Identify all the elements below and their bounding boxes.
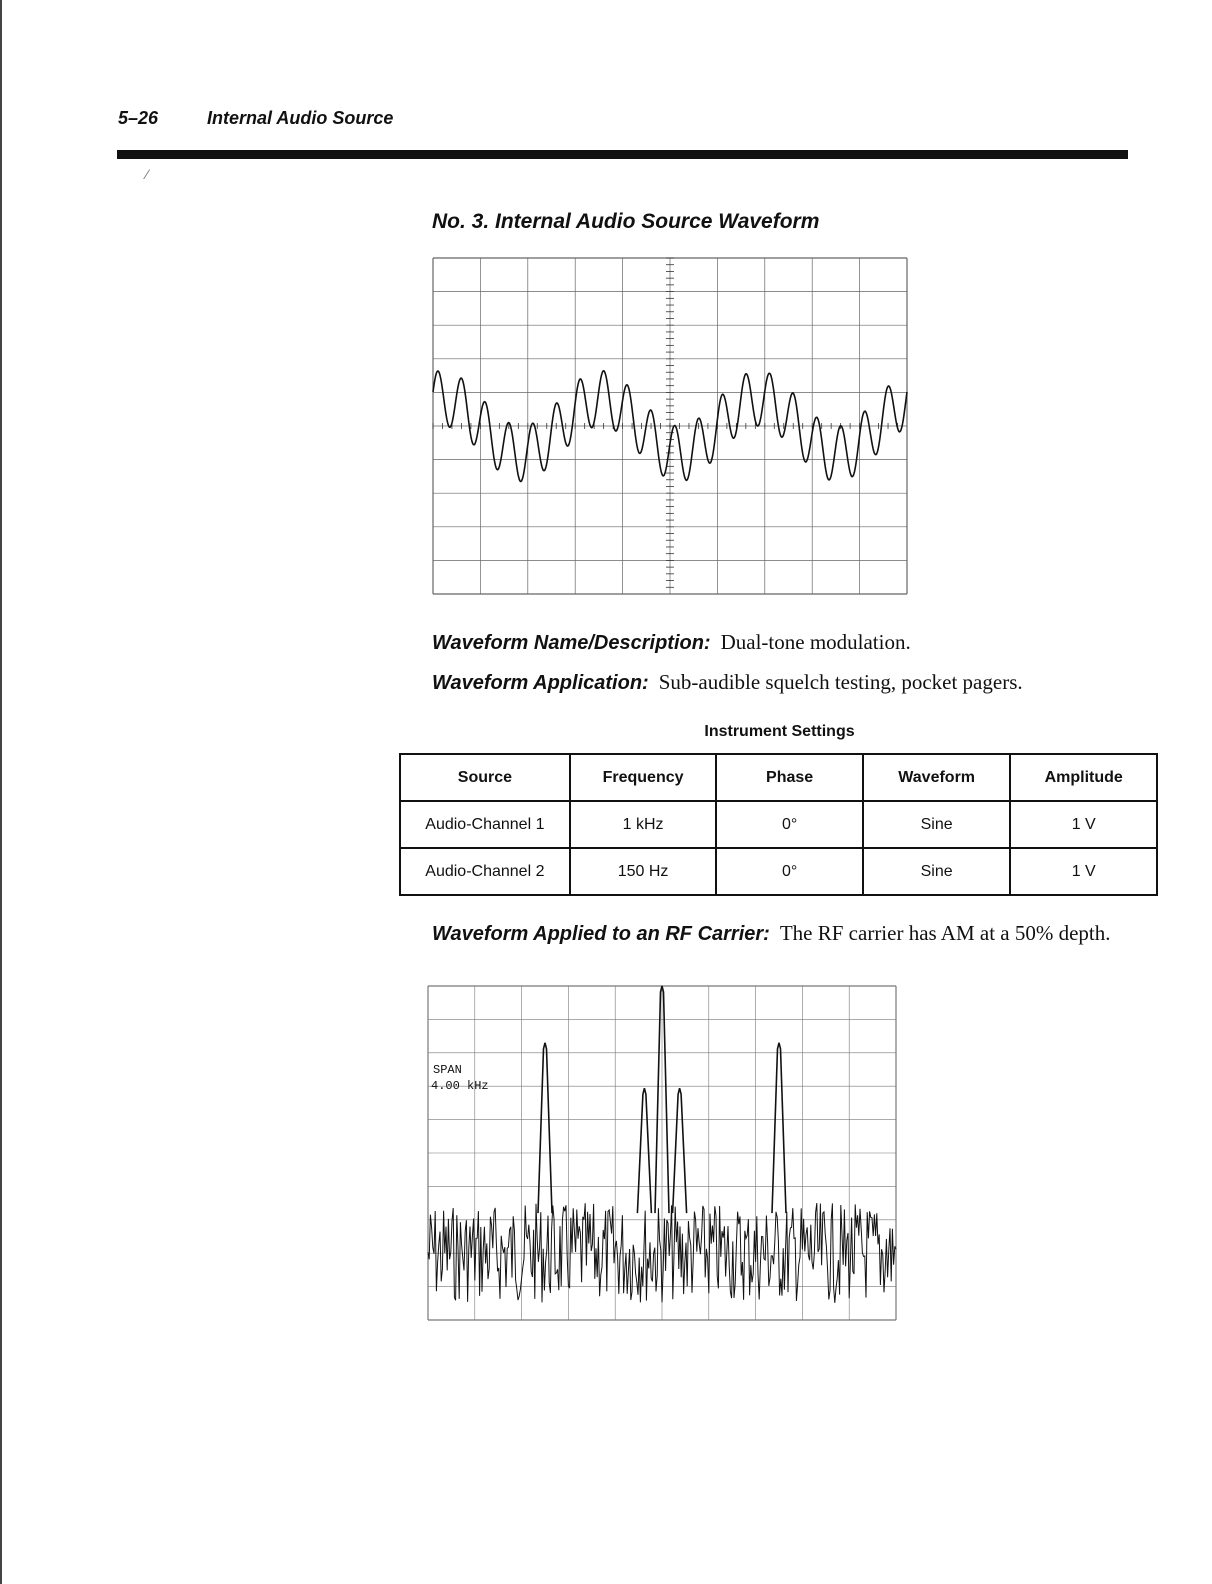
waveform-name-value: Dual-tone modulation. bbox=[720, 630, 911, 654]
table-cell: 1 V bbox=[1010, 801, 1157, 848]
page-number: 5–26 bbox=[118, 108, 159, 128]
carrier-description bbox=[432, 920, 1137, 948]
span-value: 4.00 kHz bbox=[431, 1079, 489, 1093]
spectral-peak bbox=[637, 1088, 651, 1213]
waveform-application-line bbox=[432, 670, 1023, 695]
table-cell: 1 V bbox=[1010, 848, 1157, 895]
column-header: Frequency bbox=[570, 754, 717, 801]
column-header: Source bbox=[400, 754, 570, 801]
spectrum-display bbox=[427, 985, 899, 1325]
figure-title: No. 3. Internal Audio Source Waveform bbox=[432, 210, 820, 233]
section-title: Internal Audio Source bbox=[207, 108, 394, 128]
instrument-settings-table bbox=[399, 753, 1158, 896]
table-cell: 1 kHz bbox=[570, 801, 717, 848]
table-row bbox=[400, 801, 1157, 848]
table-cell: 150 Hz bbox=[570, 848, 717, 895]
column-header: Amplitude bbox=[1010, 754, 1157, 801]
table-cell: 0° bbox=[716, 848, 863, 895]
oscilloscope-center-ticks bbox=[433, 258, 898, 587]
table-cell: Audio-Channel 2 bbox=[400, 848, 570, 895]
carrier-label: Waveform Applied to an RF Carrier: bbox=[432, 923, 770, 945]
waveform-name-label: Waveform Name/Description: bbox=[432, 632, 711, 654]
waveform-application-value: Sub-audible squelch testing, pocket pagers. bbox=[658, 670, 1023, 694]
span-label: SPAN bbox=[433, 1063, 462, 1077]
waveform-name-line bbox=[432, 630, 911, 655]
waveform-application-label: Waveform Application: bbox=[432, 672, 649, 694]
spectral-peak bbox=[538, 1043, 552, 1213]
table-cell: Audio-Channel 1 bbox=[400, 801, 570, 848]
margin-mark: ⁄ bbox=[146, 166, 149, 182]
carrier-value: The RF carrier has AM at a 50% depth. bbox=[779, 921, 1111, 945]
oscilloscope-display bbox=[432, 257, 908, 597]
page-left-edge bbox=[0, 0, 2, 1584]
table-header-row bbox=[400, 754, 1157, 801]
table-cell: Sine bbox=[863, 801, 1011, 848]
column-header: Phase bbox=[716, 754, 863, 801]
spectral-peak bbox=[673, 1088, 687, 1213]
spectral-peak bbox=[772, 1043, 786, 1213]
table-caption: Instrument Settings bbox=[704, 723, 855, 740]
column-header: Waveform bbox=[863, 754, 1011, 801]
header-rule bbox=[117, 150, 1128, 159]
table-row bbox=[400, 848, 1157, 895]
table-cell: 0° bbox=[716, 801, 863, 848]
table-cell: Sine bbox=[863, 848, 1011, 895]
